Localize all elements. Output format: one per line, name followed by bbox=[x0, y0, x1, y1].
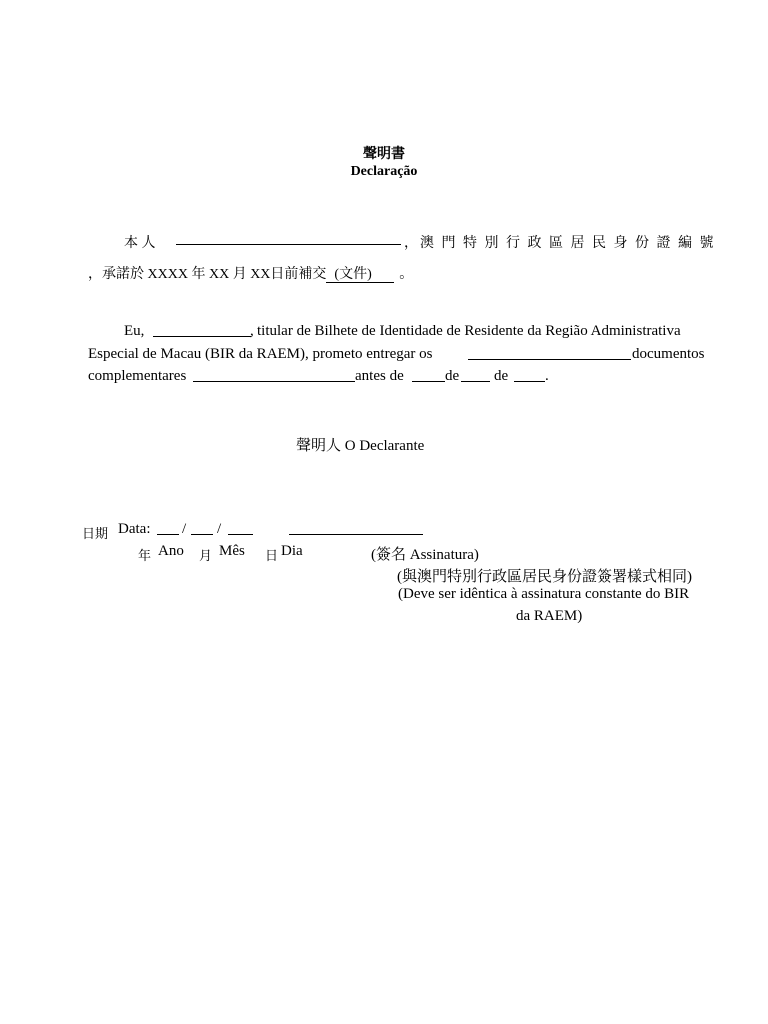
zh-promise: ，承諾於 bbox=[88, 267, 144, 282]
date-separator-1: / bbox=[182, 521, 187, 537]
date-month-blank[interactable] bbox=[191, 520, 213, 535]
zh-month-placeholder: XX bbox=[208, 267, 230, 282]
signature-note-zh: (與澳門特別行政區居民身份證簽署樣式相同) bbox=[397, 569, 692, 585]
date-year-blank[interactable] bbox=[228, 520, 253, 535]
title-chinese: 聲明書 bbox=[363, 147, 405, 162]
zh-document-placeholder: (文件) bbox=[334, 267, 372, 282]
year-blank-pt[interactable] bbox=[514, 367, 545, 382]
signature-note-pt-2: da RAEM) bbox=[516, 608, 583, 624]
year-label-pt: Ano bbox=[158, 543, 184, 559]
name-blank-pt[interactable] bbox=[153, 322, 251, 337]
title-portuguese: Declaração bbox=[350, 164, 418, 179]
pt-antes: antes de bbox=[355, 368, 404, 384]
zh-day-placeholder: XX bbox=[250, 267, 271, 282]
pt-de2: de bbox=[494, 368, 509, 384]
pt-line3-start: complementares bbox=[88, 368, 187, 384]
pt-line2-end: documentos bbox=[632, 346, 705, 362]
name-blank-zh[interactable] bbox=[176, 230, 401, 245]
declarant-label: 聲明人 O Declarante bbox=[296, 438, 425, 454]
documents-count-blank[interactable] bbox=[468, 345, 631, 360]
month-label-zh: 月 bbox=[199, 548, 213, 563]
signature-line[interactable] bbox=[289, 520, 423, 535]
month-label-pt: Mês bbox=[219, 543, 245, 559]
date-label: Data: bbox=[118, 521, 151, 537]
pt-line2-start: Especial de Macau (BIR da RAEM), prometo entregar os bbox=[88, 346, 433, 362]
day-label-zh: 日 bbox=[265, 548, 279, 563]
documents-list-blank[interactable] bbox=[193, 367, 355, 382]
zh-id-text: ，澳 門 特 別 行 政 區 居 民 身 份 證 編 號 bbox=[404, 236, 716, 251]
date-separator-2: / bbox=[217, 521, 222, 537]
signature-note-pt-1: (Deve ser idêntica à assinatura constante do BIR bbox=[398, 586, 690, 602]
zh-end: 。 bbox=[399, 267, 414, 282]
zh-prefix: 本 人 bbox=[124, 236, 156, 251]
signature-label: (簽名 Assinatura) bbox=[371, 547, 479, 563]
zh-line2 bbox=[88, 263, 413, 283]
month-blank-pt[interactable] bbox=[461, 367, 490, 382]
year-label-zh: 年 bbox=[138, 548, 152, 563]
date-label-zh: 日期 bbox=[82, 526, 109, 541]
zh-month: 月 bbox=[232, 267, 247, 282]
pt-line1-rest: titular de Bilhete de Identidade de Residente da Região Administrativa bbox=[257, 323, 681, 339]
date-day-blank[interactable] bbox=[157, 520, 179, 535]
zh-year-placeholder: XXXX bbox=[147, 267, 188, 282]
pt-de1: de bbox=[445, 368, 460, 384]
pt-eu: Eu, bbox=[124, 323, 145, 339]
day-label-pt: Dia bbox=[281, 543, 303, 559]
zh-before: 日前補交 bbox=[270, 267, 327, 282]
pt-dot: . bbox=[545, 368, 549, 384]
pt-comma: , bbox=[250, 323, 254, 339]
zh-year: 年 bbox=[191, 267, 206, 282]
zh-document-blank[interactable] bbox=[326, 267, 393, 283]
day-blank-pt[interactable] bbox=[412, 367, 445, 382]
